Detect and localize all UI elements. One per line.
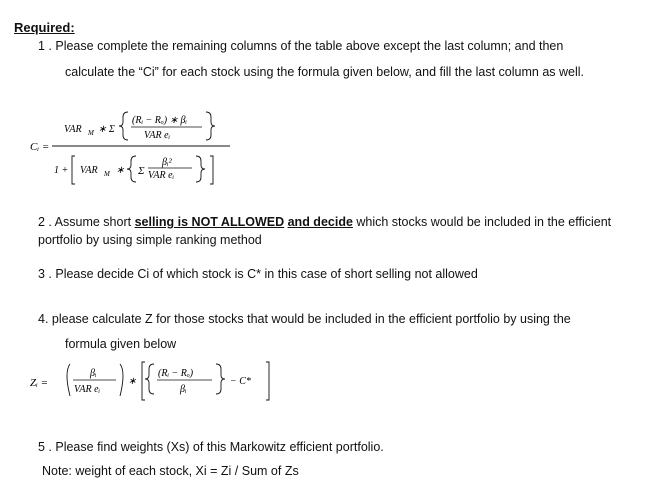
ci-den-left-bracket [72, 156, 75, 184]
z-formula [30, 354, 280, 410]
z-frac1-top: βᵢ [90, 368, 97, 379]
ci-lhs: Cᵢ = [30, 141, 50, 153]
ci-num-var: VAR [64, 124, 82, 135]
ci-den-frac-top: βᵢ² [162, 157, 172, 168]
ci-den-right-brace [196, 156, 205, 182]
question-1-line-2: calculate the “Ci” for each stock using the formula given below, and fill the last column as well. [65, 65, 585, 79]
ci-num-frac-top: (Rᵢ − Rₒ) ∗ βᵢ [132, 115, 188, 126]
z-right-brace [216, 364, 225, 394]
ci-formula [30, 98, 260, 190]
z-right-bracket [266, 362, 269, 400]
question-1-line-1: 1 . Please complete the remaining columns of the table above except the last column; and then [38, 39, 564, 53]
question-5: 5 . Please find weights (Xs) of this Markowitz efficient portfolio. [38, 440, 384, 454]
ci-den-one: 1 + [54, 165, 69, 176]
ci-den-left-brace [127, 156, 136, 182]
z-lhs: Zᵢ = [30, 377, 49, 389]
question-2-emphasis-decide: and decide [287, 215, 353, 229]
z-star: ∗ [128, 376, 137, 387]
ci-den-star: ∗ [116, 165, 125, 176]
note: Note: weight of each stock, Xi = Zi / Sum of Zs [42, 464, 299, 478]
z-right-paren [120, 364, 123, 396]
ci-den-var-sub: M [104, 170, 110, 178]
z-left-bracket [142, 362, 145, 400]
z-minus-c: − C* [230, 376, 251, 387]
question-2-line-1 [38, 215, 611, 229]
z-left-paren [67, 364, 70, 396]
question-4-line-2: formula given below [65, 337, 177, 351]
ci-den-var: VAR [80, 165, 98, 176]
ci-num-sum: ∗ Σ [98, 124, 115, 135]
z-frac2-top: (Rᵢ − Rₒ) [158, 368, 194, 379]
required-heading: Required: [14, 20, 75, 35]
question-4-line-1: 4. please calculate Z for those stocks that would be included in the efficient portfolio by using the [38, 312, 571, 326]
question-2-pre: 2 . Assume short [38, 215, 135, 229]
ci-num-left-brace [119, 112, 128, 140]
question-2-post: which stocks would be included in the efficient [352, 215, 612, 229]
ci-num-var-sub: M [88, 129, 94, 137]
question-2-emphasis-not-allowed: selling is NOT ALLOWED [134, 215, 285, 229]
z-frac2-bot: βᵢ [180, 384, 187, 395]
ci-num-frac-bot: VAR eᵢ [144, 130, 171, 141]
question-3: 3 . Please decide Ci of which stock is C* in this case of short selling not allowed [38, 267, 478, 281]
z-frac1-bot: VAR eᵢ [74, 384, 101, 395]
z-left-brace [145, 364, 154, 394]
ci-den-right-bracket [210, 156, 213, 184]
ci-den-frac-bot: VAR eᵢ [148, 170, 175, 181]
ci-den-sigma: Σ [138, 165, 145, 177]
question-2-line-2: portfolio by using simple ranking method [38, 233, 262, 247]
ci-num-right-brace [206, 112, 215, 140]
